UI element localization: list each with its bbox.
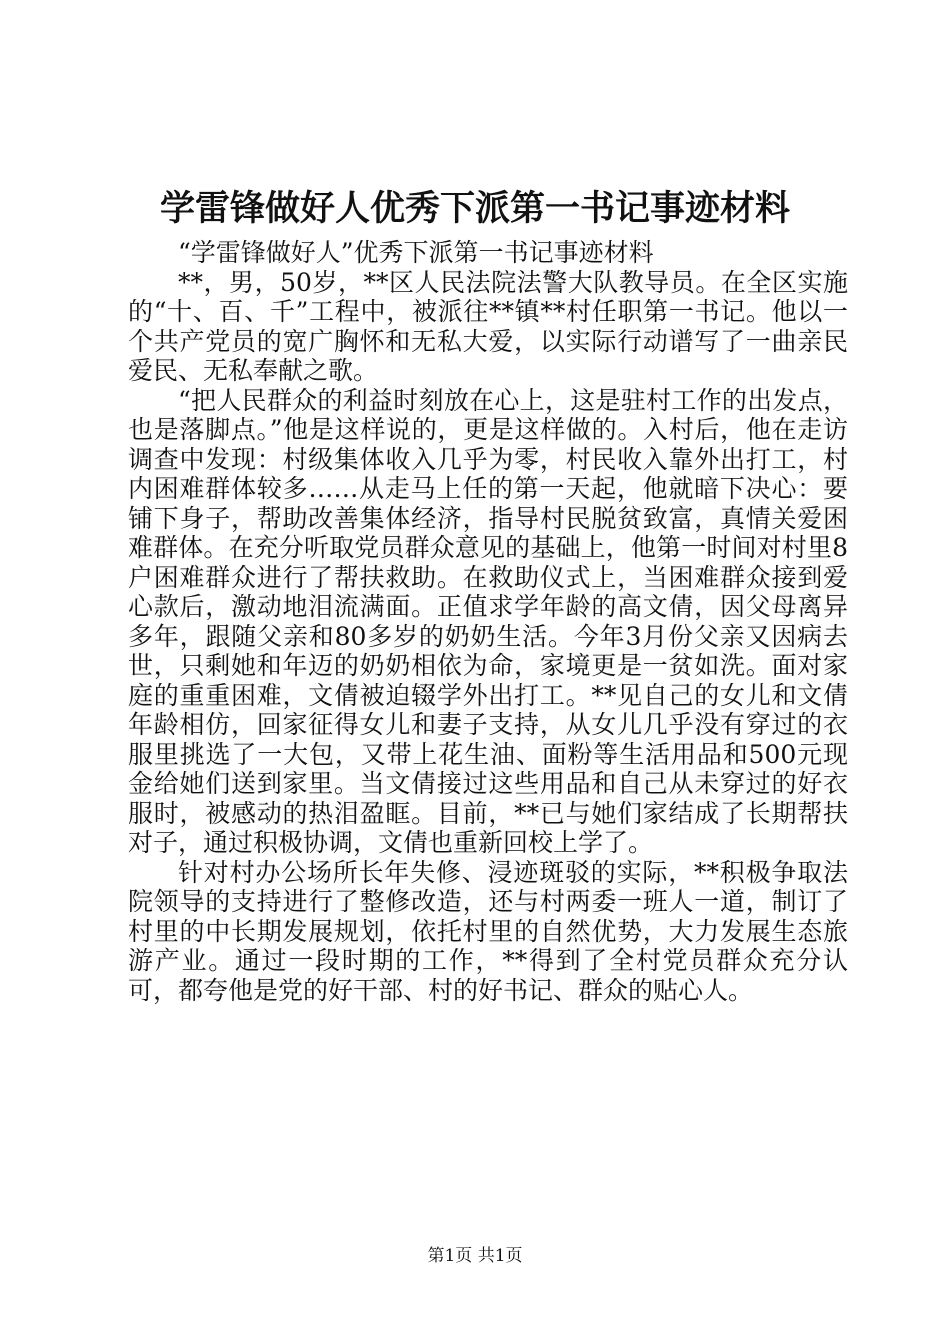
document-subtitle: “学雷锋做好人”优秀下派第一书记事迹材料: [178, 238, 654, 267]
paragraph-assistance: “把人民群众的利益时刻放在心上，这是驻村工作的出发点，也是落脚点。”他是这样说的，更是这样做的。入村后，他在走访调查中发现：村级集体收入几乎为零，村民收入靠外出打工，村内困难群体较多……从走马上任的第一天起，他就暗下决心：要铺下身子，帮助改善集体经济，指导村民脱贫致富，真情关爱困难群体。在充分听取党员群众意见的基础上，他第一时间对村里8户困难群众进行了帮扶救助。在救助仪式上，当困难群众接到爱心款后，激动地泪流满面。正值求学年龄的高文倩，因父母离异多年，跟随父亲和80多岁的奶奶生活。今年3月份父亲又因病去世，只剩她和年迈的奶奶相依为命，家境更是一贫如洗。面对家庭的重重困难，文倩被迫辍学外出打工。**见自己的女儿和文倩年龄相仿，回家征得女儿和妻子支持，从女儿几乎没有穿过的衣服里挑选了一大包，又带上花生油、面粉等生活用品和500元现金给她们送到家里。当文倩接过这些用品和自己从未穿过的好衣服时，被感动的热泪盈眶。目前，**已与她们家结成了长期帮扶对子，通过积极协调，文倩也重新回校上学了。: [128, 385, 848, 857]
paragraph-intro: **，男，50岁，**区人民法院法警大队教导员。在全区实施的“十、百、千”工程中，被派往**镇**村任职第一书记。他以一个共产党员的宽广胸怀和无私大爱，以实际行动谱写了一曲亲民爱民、无私奉献之歌。: [128, 267, 848, 385]
document-title: 学雷锋做好人优秀下派第一书记事迹材料: [159, 188, 790, 229]
page-number-footer: 第1页 共1页: [427, 1246, 523, 1266]
document-body: [128, 238, 848, 1005]
paragraph-development: 针对村办公场所长年失修、浸迹斑驳的实际，**积极争取法院领导的支持进行了整修改造，还与村两委一班人一道，制订了村里的中长期发展规划，依托村里的自然优势，大力发展生态旅游产业。通过一段时期的工作，**得到了全村党员群众充分认可，都夸他是党的好干部、村的好书记、群众的贴心人。: [128, 857, 848, 1005]
